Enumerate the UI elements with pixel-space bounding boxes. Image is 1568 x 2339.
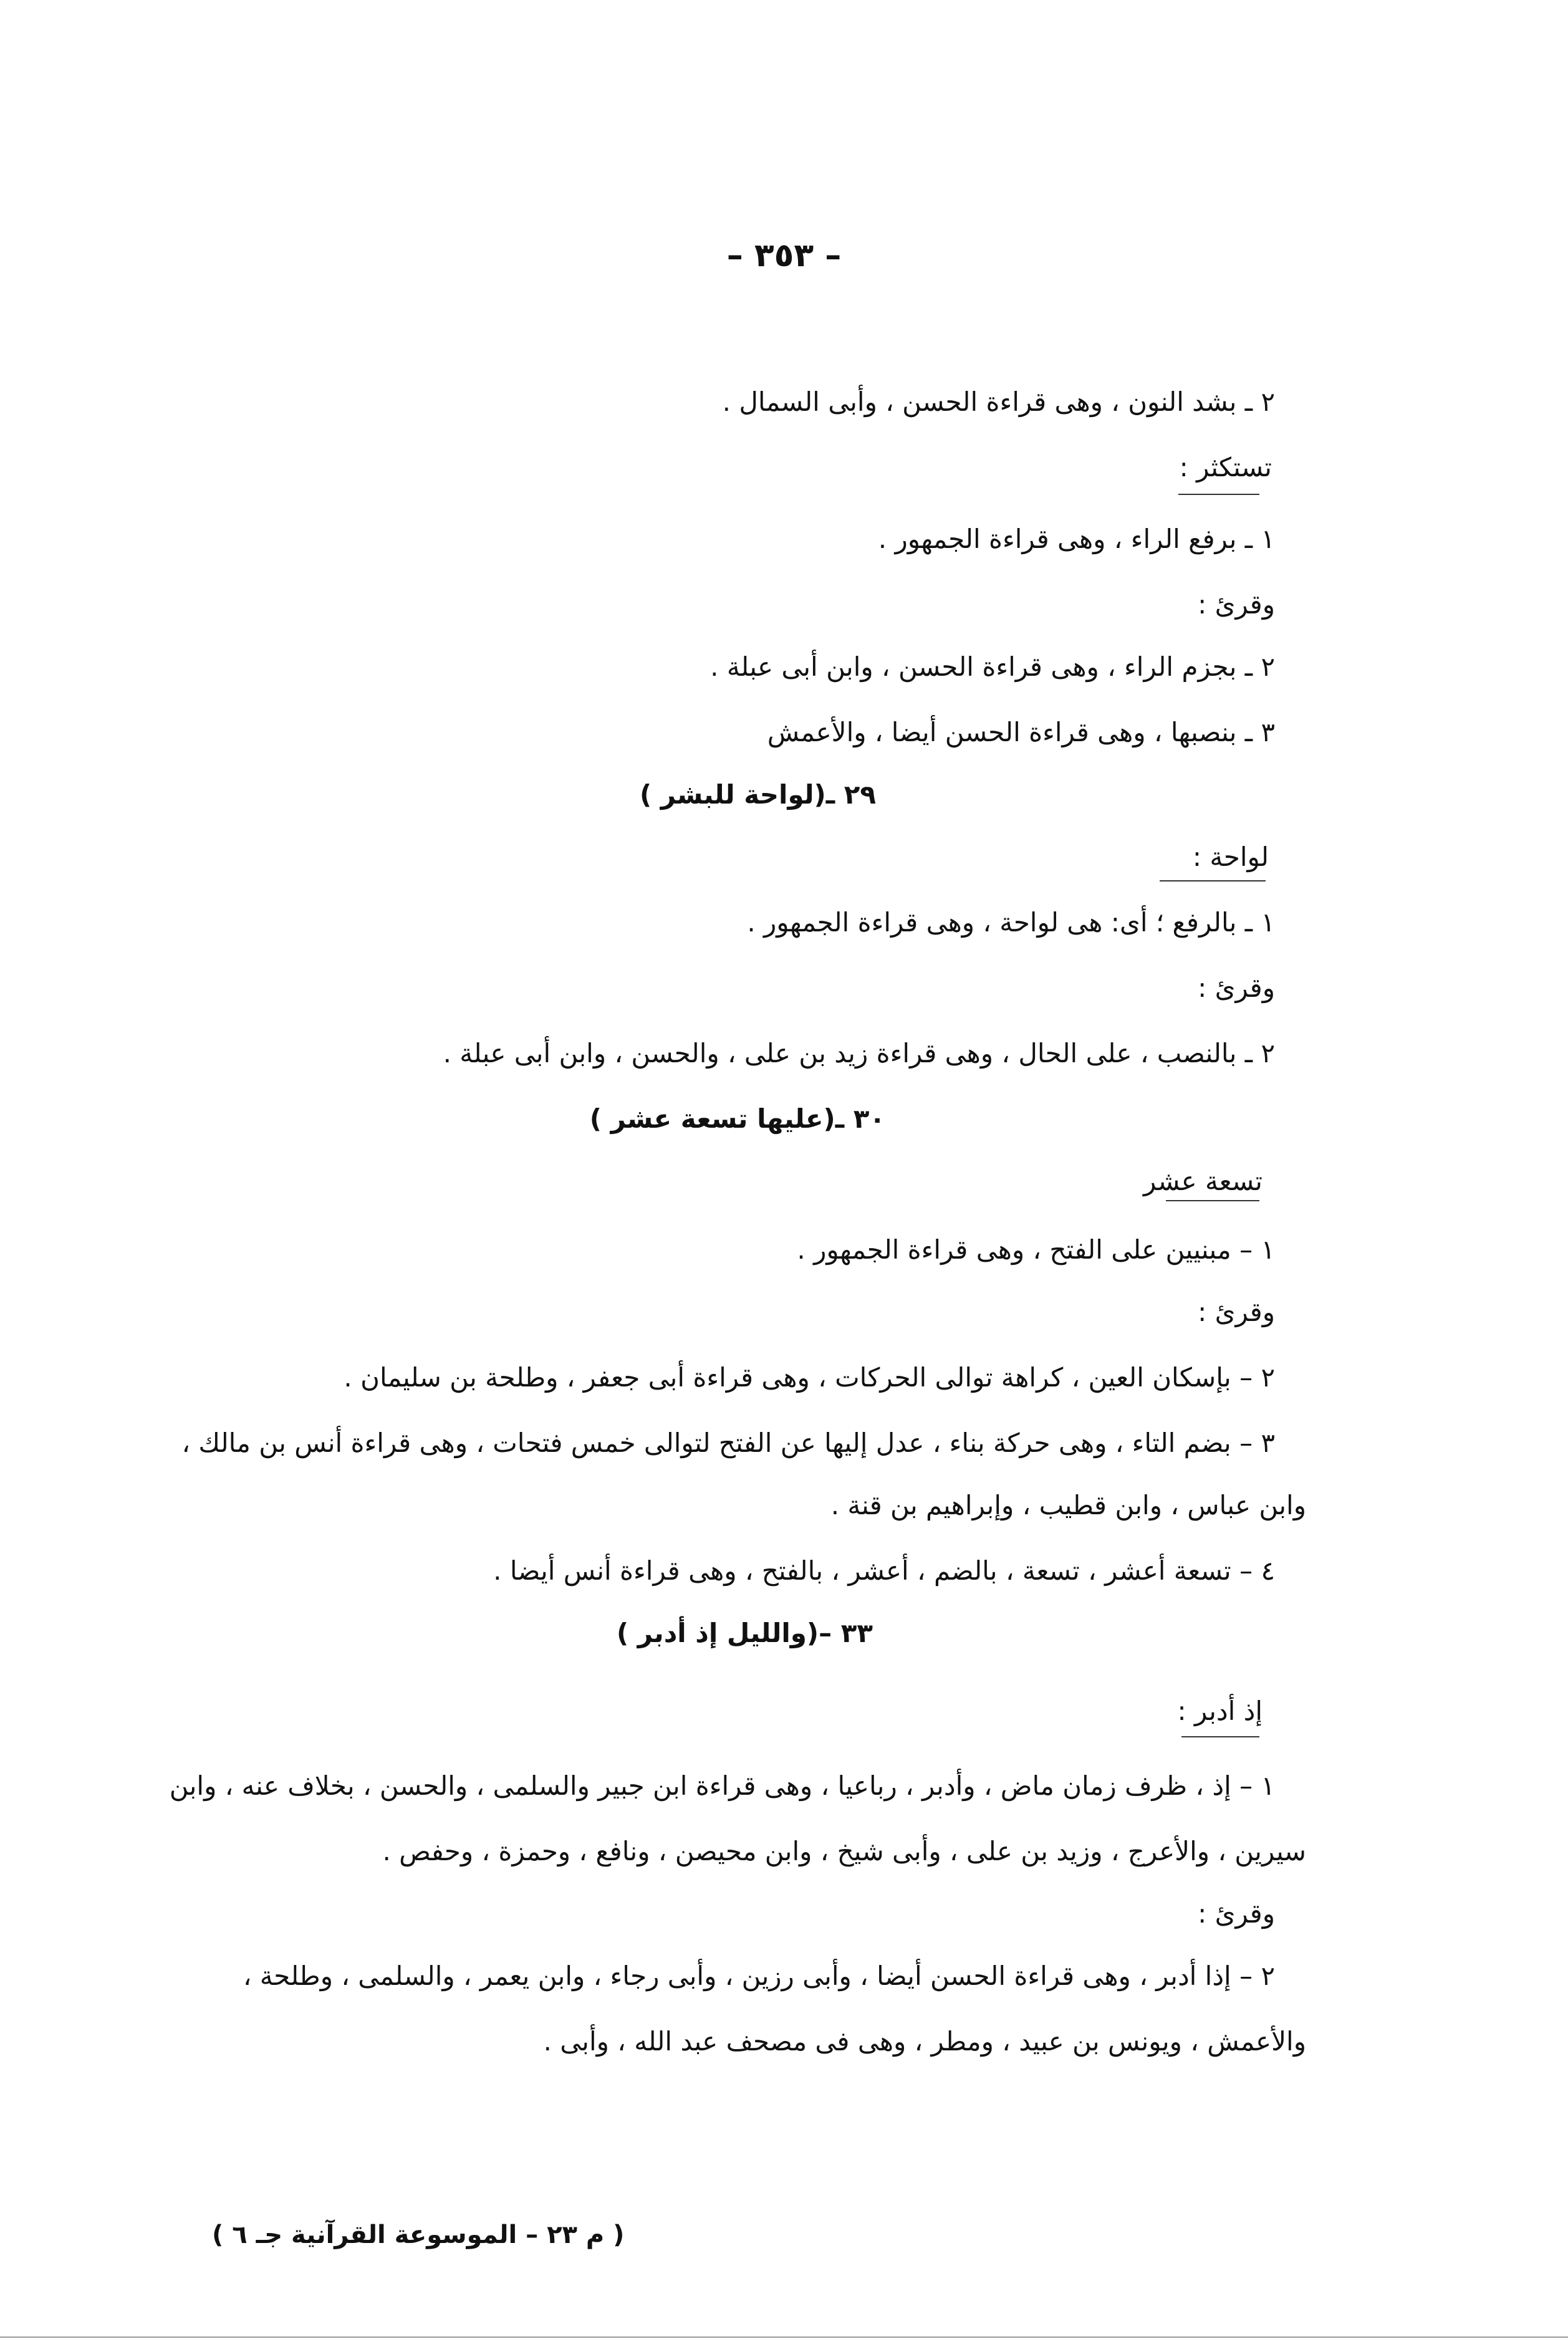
text-line: وقرئ : [1198, 973, 1275, 1003]
text-line: سيرين ، والأعرج ، وزيد بن على ، وأبى شيخ ، وابن محيصن ، ونافع ، وحمزة ، وحفص . [382, 1836, 1306, 1866]
text-line: والأعمش ، ويونس بن عبيد ، ومطر ، وهى فى مصحف عبد الله ، وأبى . [543, 2026, 1306, 2057]
page-footer: ( م ٢٣ – الموسوعة القرآنية جـ ٦ ) [212, 2221, 625, 2249]
term-underline [1166, 1200, 1259, 1201]
term-underline [1181, 1736, 1259, 1737]
term-underline [1178, 494, 1259, 495]
text-line: ٢ ـ بشد النون ، وهى قراءة الحسن ، وأبى السمال . [722, 387, 1275, 417]
text-line: ١ ـ برفع الراء ، وهى قراءة الجمهور . [878, 524, 1275, 554]
text-line: ١ – مبنيين على الفتح ، وهى قراءة الجمهور . [797, 1234, 1275, 1265]
text-line: وابن عباس ، وابن قطيب ، وإبراهيم بن قنة . [830, 1490, 1306, 1520]
term-underline [1160, 880, 1266, 881]
text-line: ٣ – بضم التاء ، وهى حركة بناء ، عدل إليها عن الفتح لتوالى خمس فتحات ، وهى قراءة أنس بن مالك ، [181, 1428, 1275, 1458]
verse-heading: ٣٠ ـ(عليها تسعة عشر ) [589, 1103, 885, 1134]
text-line: ٢ ـ بالنصب ، على الحال ، وهى قراءة زيد بن على ، والحسن ، وابن أبى عبلة . [443, 1038, 1275, 1069]
text-line: ٢ – بإسكان العين ، كراهة توالى الحركات ، وهى قراءة أبى جعفر ، وطلحة بن سليمان . [344, 1362, 1275, 1393]
text-line: ٢ – إذا أدبر ، وهى قراءة الحسن أيضا ، وأبى رزين ، وأبى رجاء ، وابن يعمر ، والسلمى ، وطلحة ، [243, 1961, 1275, 1991]
text-line: ٢ ـ بجزم الراء ، وهى قراءة الحسن ، وابن أبى عبلة . [710, 651, 1275, 682]
term-heading: لواحة : [1192, 842, 1269, 872]
bottom-rule [0, 2337, 1568, 2338]
text-line: وقرئ : [1198, 589, 1275, 620]
text-line: ٤ – تسعة أعشر ، تسعة ، بالضم ، أعشر ، بالفتح ، وهى قراءة أنس أيضا . [493, 1555, 1275, 1586]
verse-heading: ٣٣ –(والليل إذ أدبر ) [616, 1618, 873, 1648]
text-line: وقرئ : [1198, 1297, 1275, 1327]
term-heading: تستكثر : [1179, 452, 1272, 483]
verse-heading: ٢٩ ـ(لواحة للبشر ) [639, 779, 876, 810]
text-line: ١ ـ بالرفع ؛ أى: هى لواحة ، وهى قراءة الجمهور . [747, 907, 1275, 938]
text-line: ١ – إذ ، ظرف زمان ماض ، وأدبر ، رباعيا ، وهى قراءة ابن جبير والسلمى ، والحسن ، بخلاف عنه ، وابن [169, 1770, 1275, 1801]
text-line: وقرئ : [1198, 1898, 1275, 1929]
term-heading: إذ أدبر : [1177, 1696, 1263, 1726]
page-number: – ٣٥٣ – [726, 237, 842, 274]
term-heading: تسعة عشر [1143, 1166, 1263, 1196]
text-line: ٣ ـ بنصبها ، وهى قراءة الحسن أيضا ، والأعمش [767, 717, 1275, 747]
